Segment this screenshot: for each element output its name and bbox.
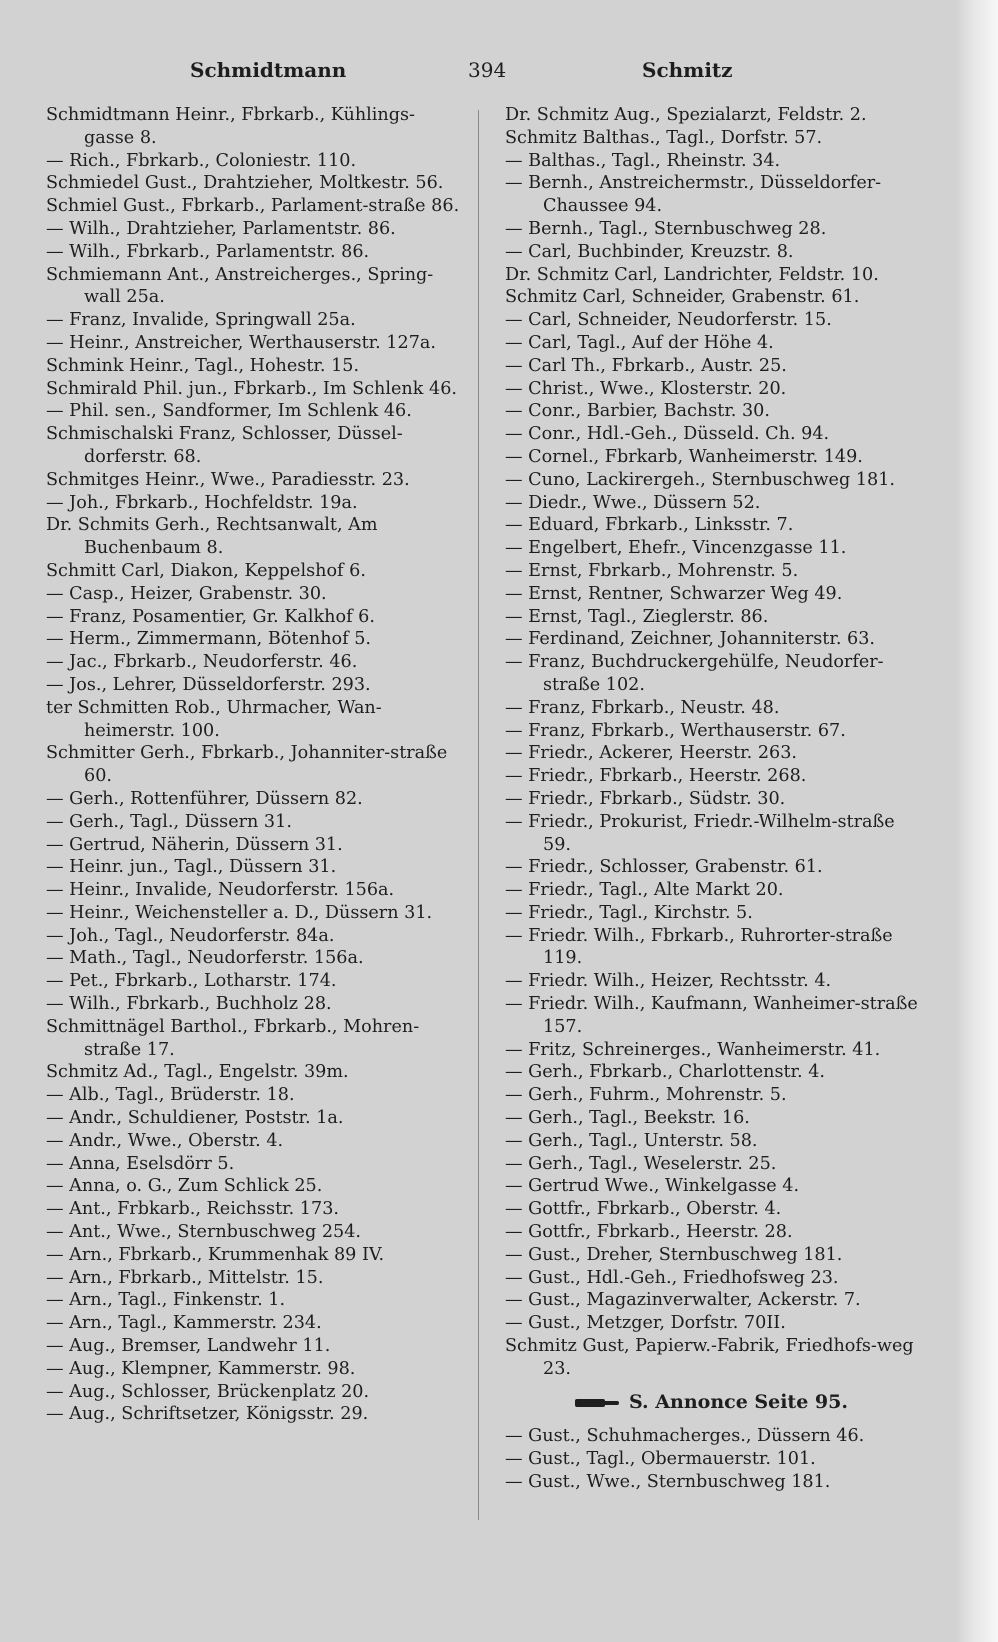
directory-entry: Schmirald Phil. jun., Fbrkarb., Im Schlenk 46. — [46, 378, 457, 399]
directory-entry: Schmitter Gerh., Fbrkarb., Johanniter-straße 60. — [46, 743, 448, 787]
directory-entry: — Arn., Tagl., Kammerstr. 234. — [46, 1313, 322, 1334]
page-header — [40, 58, 940, 88]
directory-entry: Schmitges Heinr., Wwe., Paradiesstr. 23. — [46, 469, 410, 490]
directory-entry: — Friedr., Fbrkarb., Südstr. 30. — [505, 788, 786, 809]
pointing-hand-icon — [575, 1396, 619, 1410]
directory-entry: — Phil. sen., Sandformer, Im Schlenk 46. — [46, 401, 412, 422]
directory-entry: — Carl Th., Fbrkarb., Austr. 25. — [505, 355, 787, 376]
directory-entry: Schmidtmann Heinr., Fbrkarb., Kühlings-gasse 8. — [46, 105, 415, 148]
directory-entry: Schmiel Gust., Fbrkarb., Parlament-straße 86. — [46, 196, 460, 217]
directory-entry: — Friedr., Fbrkarb., Heerstr. 268. — [505, 766, 807, 787]
directory-entry: — Aug., Schlosser, Brückenplatz 20. — [46, 1381, 370, 1402]
directory-entry: — Carl, Buchbinder, Kreuzstr. 8. — [505, 241, 794, 262]
directory-entry: — Franz, Invalide, Springwall 25a. — [46, 310, 356, 331]
directory-entry: Schmittnägel Barthol., Fbrkarb., Mohren-straße 17. — [46, 1016, 420, 1060]
directory-entry: — Bernh., Anstreichermstr., Düsseldorfer-Chaussee 94. — [505, 173, 882, 217]
directory-entry: — Gerh., Tagl., Beekstr. 16. — [505, 1108, 750, 1129]
page-number: 394 — [468, 58, 507, 82]
directory-entry: — Carl, Schneider, Neudorferstr. 15. — [505, 310, 832, 331]
directory-entry: — Gottfr., Fbrkarb., Heerstr. 28. — [505, 1222, 793, 1243]
directory-entry: — Gertrud, Näherin, Düssern 31. — [46, 834, 343, 855]
directory-entry: — Friedr., Prokurist, Friedr.-Wilhelm-straße 59. — [505, 811, 895, 855]
directory-entry: — Aug., Schriftsetzer, Königsstr. 29. — [46, 1404, 369, 1425]
directory-entry: Schmitz Balthas., Tagl., Dorfstr. 57. — [505, 127, 823, 148]
directory-entry: — Wilh., Fbrkarb., Buchholz 28. — [46, 994, 332, 1015]
directory-entry: — Anna, o. G., Zum Schlick 25. — [46, 1176, 323, 1197]
directory-entry: — Engelbert, Ehefr., Vincenzgasse 11. — [505, 538, 847, 559]
directory-entry: — Cuno, Lackirergeh., Sternbuschweg 181. — [505, 469, 896, 490]
annonce-text: S. Annonce Seite 95. — [629, 1390, 848, 1413]
directory-entry: Schmink Heinr., Tagl., Hohestr. 15. — [46, 355, 360, 376]
page-edge — [956, 0, 998, 1642]
directory-entry: — Gerh., Fbrkarb., Charlottenstr. 4. — [505, 1062, 825, 1083]
directory-entry: — Friedr. Wilh., Fbrkarb., Ruhrorter-straße 119. — [505, 925, 893, 969]
directory-entry: — Friedr. Wilh., Kaufmann, Wanheimer-straße 157. — [505, 994, 918, 1037]
directory-entry: — Casp., Heizer, Grabenstr. 30. — [46, 583, 327, 604]
directory-entry: — Ant., Frbkarb., Reichsstr. 173. — [46, 1199, 339, 1220]
directory-entry: Dr. Schmits Gerh., Rechtsanwalt, Am Buchenbaum 8. — [46, 515, 378, 559]
directory-entry: Schmitz Gust, Papierw.-Fabrik, Friedhofs-weg 23. — [505, 1336, 914, 1379]
directory-entry: — Heinr., Anstreicher, Werthauserstr. 127a. — [46, 332, 436, 353]
directory-entry: ter Schmitten Rob., Uhrmacher, Wan-heimerstr. 100. — [46, 697, 382, 741]
directory-entry: — Gust., Hdl.-Geh., Friedhofsweg 23. — [505, 1267, 839, 1288]
directory-entry: — Gust., Dreher, Sternbuschweg 181. — [505, 1244, 843, 1265]
directory-entry: — Fritz, Schreinerges., Wanheimerstr. 41. — [505, 1039, 881, 1060]
directory-entry: — Gerh., Tagl., Düssern 31. — [46, 811, 292, 832]
header-left-keyword: Schmidtmann — [190, 58, 347, 82]
directory-entry: — Gust., Metzger, Dorfstr. 70II. — [505, 1313, 786, 1334]
directory-entry: Schmitz Carl, Schneider, Grabenstr. 61. — [505, 287, 860, 308]
directory-entry: — Friedr., Schlosser, Grabenstr. 61. — [505, 857, 823, 878]
directory-entry: — Carl, Tagl., Auf der Höhe 4. — [505, 332, 774, 353]
directory-entry: — Franz, Posamentier, Gr. Kalkhof 6. — [46, 606, 375, 627]
directory-entry: — Andr., Schuldiener, Poststr. 1a. — [46, 1108, 344, 1129]
directory-entry: — Arn., Tagl., Finkenstr. 1. — [46, 1290, 286, 1311]
directory-entry: — Gerh., Tagl., Unterstr. 58. — [505, 1130, 758, 1151]
directory-entry: — Heinr. jun., Tagl., Düssern 31. — [46, 857, 337, 878]
directory-entry: — Franz, Fbrkarb., Werthauserstr. 67. — [505, 720, 846, 741]
right-column-entries-b — [505, 1425, 925, 1493]
directory-entry: — Anna, Eselsdörr 5. — [46, 1153, 235, 1174]
directory-entry: — Cornel., Fbrkarb, Wanheimerstr. 149. — [505, 446, 863, 467]
directory-entry: Schmischalski Franz, Schlosser, Düssel-dorferstr. 68. — [46, 424, 403, 467]
directory-entry: — Bernh., Tagl., Sternbuschweg 28. — [505, 218, 827, 239]
directory-entry: — Jac., Fbrkarb., Neudorferstr. 46. — [46, 652, 358, 673]
directory-entry: — Gust., Magazinverwalter, Ackerstr. 7. — [505, 1290, 861, 1311]
directory-entry: — Eduard, Fbrkarb., Linksstr. 7. — [505, 515, 794, 536]
directory-entry: — Franz, Buchdruckergehülfe, Neudorfer-straße 102. — [505, 652, 884, 695]
directory-entry: — Friedr., Tagl., Alte Markt 20. — [505, 880, 784, 901]
directory-entry: — Gerh., Tagl., Weselerstr. 25. — [505, 1153, 777, 1174]
directory-entry: — Andr., Wwe., Oberstr. 4. — [46, 1130, 284, 1151]
directory-entry: Schmiedel Gust., Drahtzieher, Moltkestr. 56. — [46, 173, 444, 194]
directory-entry: — Heinr., Weichensteller a. D., Düssern 31. — [46, 902, 433, 923]
directory-entry: — Joh., Tagl., Neudorferstr. 84a. — [46, 925, 335, 946]
directory-entry: — Diedr., Wwe., Düssern 52. — [505, 492, 761, 513]
directory-entry: — Alb., Tagl., Brüderstr. 18. — [46, 1085, 295, 1106]
directory-entry: — Herm., Zimmermann, Bötenhof 5. — [46, 629, 372, 650]
directory-entry: — Wilh., Fbrkarb., Parlamentstr. 86. — [46, 241, 370, 262]
directory-entry: — Friedr., Ackerer, Heerstr. 263. — [505, 743, 797, 764]
directory-entry: — Franz, Fbrkarb., Neustr. 48. — [505, 697, 780, 718]
directory-entry: Dr. Schmitz Aug., Spezialarzt, Feldstr. 2. — [505, 105, 867, 125]
directory-entry: — Wilh., Drahtzieher, Parlamentstr. 86. — [46, 218, 396, 239]
directory-entry: — Aug., Klempner, Kammerstr. 98. — [46, 1358, 356, 1379]
directory-entry: — Friedr. Wilh., Heizer, Rechtsstr. 4. — [505, 971, 832, 992]
directory-entry: — Gerh., Rottenführer, Düssern 82. — [46, 788, 363, 809]
directory-entry: — Rich., Fbrkarb., Coloniestr. 110. — [46, 150, 357, 171]
directory-entry: Dr. Schmitz Carl, Landrichter, Feldstr. 10. — [505, 264, 879, 285]
directory-entry: — Arn., Fbrkarb., Mittelstr. 15. — [46, 1267, 324, 1288]
directory-entry: Schmitz Ad., Tagl., Engelstr. 39m. — [46, 1062, 349, 1083]
left-column — [46, 104, 460, 1426]
directory-entry: — Ernst, Fbrkarb., Mohrenstr. 5. — [505, 560, 799, 581]
directory-entry: — Gust., Tagl., Obermauerstr. 101. — [505, 1449, 816, 1470]
directory-entry: — Conr., Hdl.-Geh., Düsseld. Ch. 94. — [505, 424, 830, 445]
directory-entry: — Arn., Fbrkarb., Krummenhak 89 IV. — [46, 1244, 385, 1265]
directory-entry: — Jos., Lehrer, Düsseldorferstr. 293. — [46, 674, 371, 695]
directory-entry: — Joh., Fbrkarb., Hochfeldstr. 19a. — [46, 492, 358, 513]
column-divider — [478, 110, 479, 1520]
directory-entry: Schmitt Carl, Diakon, Keppelshof 6. — [46, 560, 366, 581]
directory-entry: — Math., Tagl., Neudorferstr. 156a. — [46, 948, 364, 969]
header-right-keyword: Schmitz — [642, 58, 733, 82]
directory-entry: — Pet., Fbrkarb., Lotharstr. 174. — [46, 971, 337, 992]
directory-entry: — Aug., Bremser, Landwehr 11. — [46, 1336, 331, 1357]
directory-entry: — Conr., Barbier, Bachstr. 30. — [505, 401, 770, 422]
directory-entry: — Heinr., Invalide, Neudorferstr. 156a. — [46, 880, 395, 901]
directory-entry: — Christ., Wwe., Klosterstr. 20. — [505, 378, 787, 399]
directory-entry: — Ferdinand, Zeichner, Johanniterstr. 63. — [505, 629, 875, 650]
directory-entry: — Gerh., Fuhrm., Mohrenstr. 5. — [505, 1085, 787, 1106]
directory-entry: — Gust., Wwe., Sternbuschweg 181. — [505, 1472, 831, 1493]
right-column-entries-a — [505, 104, 925, 1381]
directory-entry: — Balthas., Tagl., Rheinstr. 34. — [505, 150, 781, 171]
directory-entry: — Gertrud Wwe., Winkelgasse 4. — [505, 1176, 800, 1197]
directory-entry: — Friedr., Tagl., Kirchstr. 5. — [505, 902, 753, 923]
directory-entry: — Ernst, Rentner, Schwarzer Weg 49. — [505, 583, 843, 604]
directory-entry: — Ant., Wwe., Sternbuschweg 254. — [46, 1222, 361, 1243]
right-column — [505, 104, 925, 1494]
annonce-reference — [505, 1391, 925, 1414]
directory-entry: — Ernst, Tagl., Zieglerstr. 86. — [505, 606, 769, 627]
directory-entry: — Gust., Schuhmacherges., Düssern 46. — [505, 1426, 865, 1447]
directory-entry: — Gottfr., Fbrkarb., Oberstr. 4. — [505, 1199, 782, 1220]
directory-entry: Schmiemann Ant., Anstreicherges., Spring-wall 25a. — [46, 264, 434, 308]
